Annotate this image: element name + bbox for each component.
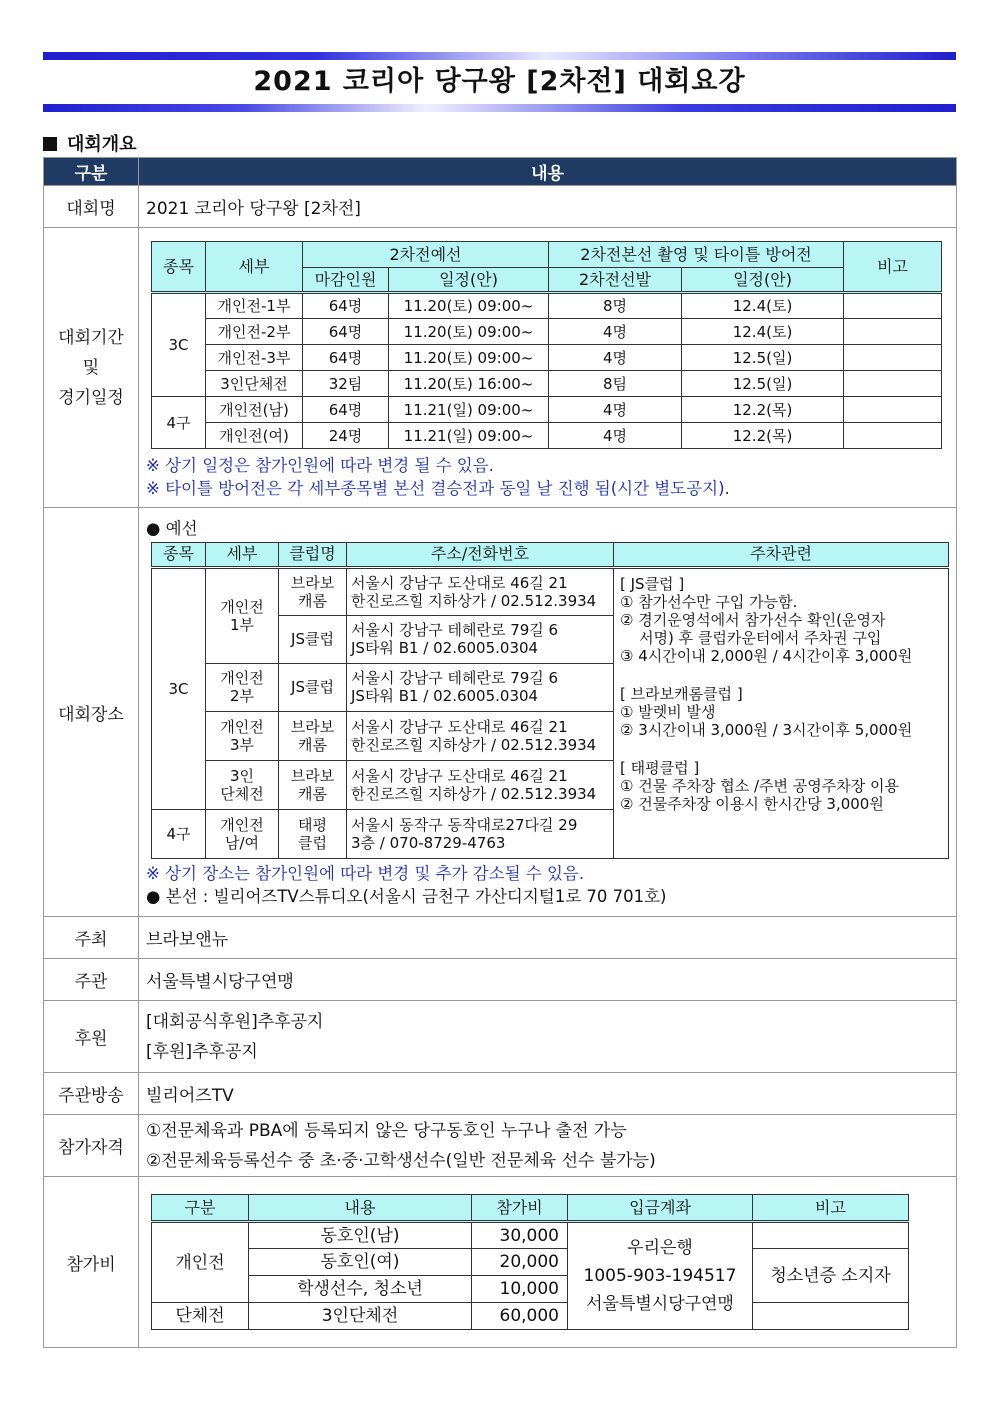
venue-jongmok-3c: 3C [152,567,206,809]
schedule-date2: 12.4(토) [682,319,844,345]
schedule-select: 8명 [549,293,682,319]
fee-head-gubun: 구분 [152,1195,249,1222]
host-value: 브라보앤뉴 [139,917,957,959]
venue-main-location: ● 본선 : 빌리어즈TV스튜디오(서울시 금천구 가산디지털1로 70 701호) [146,886,667,906]
venue-addr-line: 서울시 강남구 테헤란로 79길 6 [351,621,559,639]
parking-line [620,665,942,685]
schedule-head-sebu: 세부 [206,242,303,293]
schedule-row [152,371,942,397]
fee-amount: 20,000 [472,1249,568,1276]
schedule-date1: 11.20(토) 09:00~ [389,319,549,345]
row-eligibility [44,1115,957,1177]
fee-bigo-empty [753,1222,909,1249]
schedule-date1: 11.20(토) 16:00~ [389,371,549,397]
parking-line: [ 브라보캐롬클럽 ] [620,684,743,703]
venue-sebu-line: 단체전 [220,784,264,803]
fee-amount: 30,000 [472,1222,568,1249]
schedule-cell [139,228,957,508]
schedule-jongmok-3c: 3C [152,293,206,397]
venue-club-line: 캐롬 [298,735,327,754]
venue-row [152,567,949,615]
venue-club-line: JS클럽 [291,630,334,648]
venue-head-parking: 주차관련 [614,542,949,567]
venue-sebu-line: 1부 [229,615,255,634]
venue-club [279,809,347,858]
eligibility-value [139,1115,957,1177]
fee-amount: 60,000 [472,1303,568,1330]
fee-content: 동호인(여) [249,1249,472,1276]
label-broadcast: 주관방송 [44,1073,139,1115]
venue-sebu-line: 개인전 [220,597,264,616]
eligibility-line: ①전문체육과 PBA에 등록되지 않은 당구동호인 누구나 출전 가능 [146,1120,627,1141]
label-host: 주최 [44,917,139,959]
schedule-cap: 64명 [303,293,389,319]
venue-addr-line: 서울시 동작구 동작대로27다길 29 [351,815,578,834]
fee-table [151,1194,909,1330]
parking-line: ① 건물 주차장 협소 /주변 공영주차장 이용 [620,776,899,795]
schedule-label-line1: 대회기간 [58,327,124,348]
schedule-select: 4명 [549,319,682,345]
venue-sebu-line: 개인전 [220,717,264,736]
schedule-jongmok-4gu: 4구 [152,397,206,449]
schedule-head-row1 [152,242,942,268]
label-venue: 대회장소 [44,508,139,917]
fee-bigo-note: 청소년증 소지자 [753,1249,909,1303]
title-banner [43,52,956,114]
row-broadcast [44,1073,957,1115]
schedule-head-date1: 일정(안) [389,268,549,293]
schedule-bigo [844,371,942,397]
label-organizer: 주관 [44,959,139,1001]
fee-content: 학생선수, 청소년 [249,1276,472,1303]
fee-row [152,1222,909,1249]
title-bar-top [43,52,956,60]
fee-row [152,1249,909,1276]
section-title: 대회개요 [67,134,137,155]
parking-line: ② 경기운영석에서 참가선수 확인(운영자 [620,610,886,629]
venue-head-addr: 주소/전화번호 [347,542,614,567]
schedule-row [152,319,942,345]
fee-amount: 10,000 [472,1276,568,1303]
row-fee [44,1177,957,1348]
fee-team-label: 단체전 [152,1303,249,1330]
parking-line: [ 태평클럽 ] [620,758,700,777]
header-gubun: 구분 [44,158,139,186]
fee-account [568,1222,753,1330]
schedule-date2: 12.2(목) [682,397,844,423]
schedule-cap: 64명 [303,319,389,345]
label-eligibility: 참가자격 [44,1115,139,1177]
label-schedule [44,228,139,508]
venue-addr-line: 서울시 강남구 도산대로 46길 21 [351,766,568,785]
parking-line: [ JS클럽 ] [620,574,685,593]
fee-head-content: 내용 [249,1195,472,1222]
venue-head-club: 클럽명 [279,542,347,567]
label-event-name: 대회명 [44,186,139,228]
fee-head-row [152,1195,909,1222]
schedule-label-line2: 및 [82,357,100,378]
venue-addr-line: JS타워 B1 / 02.6005.0304 [351,639,539,657]
sponsor-value [139,1001,957,1073]
fee-bigo-empty [753,1303,909,1330]
schedule-head-bigo: 비고 [844,242,942,293]
schedule-cap: 24명 [303,423,389,449]
overview-table [43,157,957,1348]
venue-addr [347,760,614,809]
venue-sebu-line: 3부 [229,735,255,754]
venue-addr [347,663,614,711]
venue-table [151,542,949,859]
row-venue [44,508,957,917]
label-sponsor: 후원 [44,1001,139,1073]
schedule-date1: 11.20(토) 09:00~ [389,293,549,319]
venue-sebu [206,760,279,809]
venue-cell [139,508,957,917]
venue-sebu [206,711,279,760]
schedule-row [152,345,942,371]
venue-club-line: 캐롬 [298,784,327,803]
schedule-select: 4명 [549,397,682,423]
venue-club-line: 캐롬 [298,591,327,610]
venue-sebu-line: 남/여 [224,833,260,852]
schedule-cap: 32팀 [303,371,389,397]
venue-club-line: 태평 [298,815,327,834]
parking-line [620,739,942,759]
schedule-date1: 11.21(일) 09:00~ [389,397,549,423]
schedule-date1: 11.21(일) 09:00~ [389,423,549,449]
venue-addr [347,615,614,663]
row-organizer [44,959,957,1001]
venue-club [279,663,347,711]
parking-line: ② 건물주차장 이용시 한시간당 3,000원 [620,794,884,813]
venue-club [279,711,347,760]
venue-addr-line: JS타워 B1 / 02.6005.0304 [351,687,539,705]
schedule-cap: 64명 [303,345,389,371]
venue-parking-info [614,567,949,858]
fee-cell [139,1177,957,1348]
schedule-bigo [844,397,942,423]
row-schedule [44,228,957,508]
parking-line: ① 참가선수만 구입 가능함. [620,592,798,611]
schedule-cap: 64명 [303,397,389,423]
fee-content: 3인단체전 [249,1303,472,1330]
section-heading [43,130,137,156]
venue-addr-line: 서울시 강남구 도산대로 46길 21 [351,717,568,736]
venue-club-line: 브라보 [290,766,335,785]
venue-addr-line: 한진로즈힐 지하상가 / 02.512.3934 [351,735,597,754]
schedule-sebu: 개인전(여) [206,423,303,449]
venue-addr-line: 3층 / 070-8729-4763 [351,833,506,852]
venue-sebu [206,567,279,663]
schedule-note-1: ※ 상기 일정은 참가인원에 따라 변경 될 수 있음. [146,456,494,475]
parking-line: 서명) 후 클럽카운터에서 주차권 구입 [620,628,882,647]
label-fee: 참가비 [44,1177,139,1348]
fee-content: 동호인(남) [249,1222,472,1249]
venue-addr [347,567,614,615]
parking-line: ② 3시간이내 3,000원 / 3시간이후 5,000원 [620,720,913,739]
row-event-name [44,186,957,228]
title-bar-bottom [43,104,956,112]
row-host [44,917,957,959]
page-title: 2021 코리아 당구왕 [2차전] 대회요강 [253,66,746,97]
schedule-head-prelim: 2차전예선 [303,242,549,268]
venue-sebu-line: 개인전 [220,815,264,834]
venue-note: ※ 상기 장소는 참가인원에 따라 변경 및 추가 감소될 수 있음. [146,863,585,883]
schedule-bigo [844,423,942,449]
venue-head-sebu: 세부 [206,542,279,567]
schedule-sebu: 개인전(남) [206,397,303,423]
schedule-head-cap: 마감인원 [303,268,389,293]
fee-account-line: 1005-903-194517 [583,1266,737,1286]
schedule-select: 4명 [549,423,682,449]
venue-head-jongmok: 종목 [152,542,206,567]
venue-club [279,615,347,663]
schedule-date2: 12.5(일) [682,371,844,397]
header-content: 내용 [139,158,957,186]
venue-club [279,567,347,615]
venue-prelim-title: ● 예선 [146,518,198,538]
venue-sebu-line: 2부 [229,687,255,705]
schedule-sebu: 개인전-2부 [206,319,303,345]
sponsor-line: [대회공식후원]추후공지 [146,1011,324,1032]
fee-account-line: 서울특별시당구연맹 [586,1294,734,1314]
schedule-bigo [844,293,942,319]
venue-club-line: JS클럽 [291,678,334,696]
schedule-head-main: 2차전본선 촬영 및 타이틀 방어전 [549,242,844,268]
schedule-date1: 11.20(토) 09:00~ [389,345,549,371]
venue-addr-line: 서울시 강남구 테헤란로 79길 6 [351,669,559,687]
fee-head-bigo: 비고 [753,1195,909,1222]
schedule-row [152,293,942,319]
row-sponsor [44,1001,957,1073]
schedule-row [152,423,942,449]
venue-jongmok-4gu: 4구 [152,809,206,858]
venue-club-line: 클럽 [298,833,327,852]
schedule-sebu: 개인전-1부 [206,293,303,319]
schedule-head-select: 2차전선발 [549,268,682,293]
venue-addr-line: 한진로즈힐 지하상가 / 02.512.3934 [351,591,597,610]
square-bullet-icon [43,137,57,151]
venue-club-line: 브라보 [290,717,335,736]
venue-sebu-line: 개인전 [220,669,264,687]
schedule-sebu: 개인전-3부 [206,345,303,371]
schedule-date2: 12.4(토) [682,293,844,319]
fee-head-fee: 참가비 [472,1195,568,1222]
venue-club-line: 브라보 [290,573,335,592]
schedule-sebu: 3인단체전 [206,371,303,397]
sponsor-line: [후원]추후공지 [146,1041,258,1062]
venue-addr [347,711,614,760]
parking-line: ③ 4시간이내 2,000원 / 4시간이후 3,000원 [620,646,913,665]
fee-individual-label: 개인전 [152,1222,249,1303]
eligibility-line: ②전문체육등록선수 중 초·중·고학생선수(일반 전문체육 선수 불가능) [146,1150,656,1171]
schedule-note-2: ※ 타이틀 방어전은 각 세부종목별 본선 결승전과 동일 날 진행 됨(시간 별도공지). [146,479,730,498]
schedule-select: 4명 [549,345,682,371]
schedule-bigo [844,345,942,371]
fee-row [152,1303,909,1330]
broadcast-value: 빌리어즈TV [139,1073,957,1115]
organizer-value: 서울특별시당구연맹 [139,959,957,1001]
schedule-date2: 12.5(일) [682,345,844,371]
venue-addr-line: 한진로즈힐 지하상가 / 02.512.3934 [351,784,597,803]
venue-sebu [206,809,279,858]
venue-head-row [152,542,949,567]
event-name-value: 2021 코리아 당구왕 [2차전] [139,186,957,228]
venue-sebu [206,663,279,711]
venue-addr [347,809,614,858]
venue-sebu-line: 3인 [229,766,255,785]
schedule-row [152,397,942,423]
schedule-bigo [844,319,942,345]
venue-addr-line: 서울시 강남구 도산대로 46길 21 [351,573,568,592]
schedule-select: 8팀 [549,371,682,397]
schedule-table [151,241,942,449]
schedule-label-line3: 경기일정 [58,387,124,408]
schedule-date2: 12.2(목) [682,423,844,449]
fee-head-account: 입금계좌 [568,1195,753,1222]
fee-account-line: 우리은행 [627,1238,693,1258]
parking-line: ① 발렛비 발생 [620,702,716,721]
schedule-head-jongmok: 종목 [152,242,206,293]
schedule-head-date2: 일정(안) [682,268,844,293]
venue-club [279,760,347,809]
overview-header-row [44,158,957,186]
